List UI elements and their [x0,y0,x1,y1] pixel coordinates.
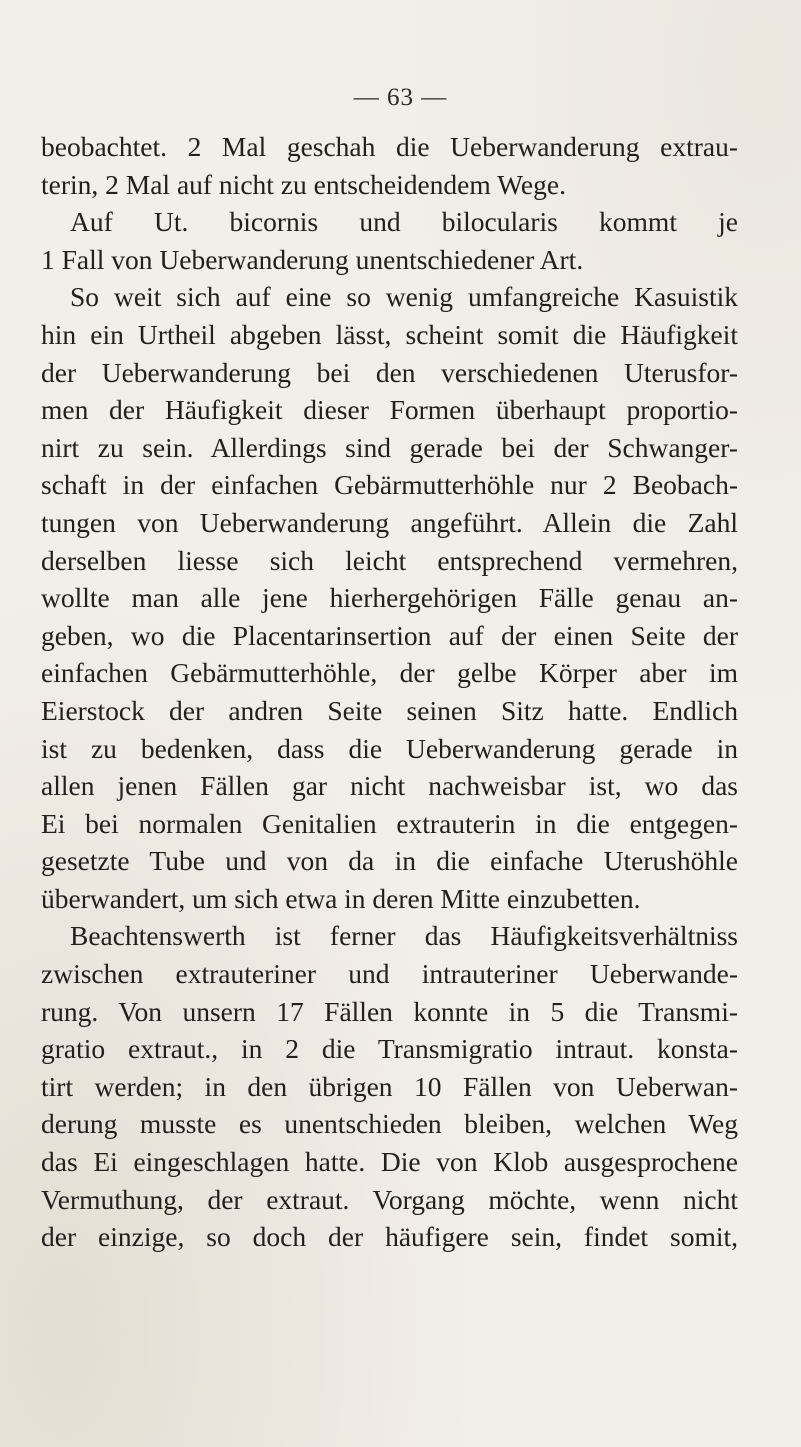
text-line: men der Häufigkeit dieser Formen überhaupt proportio- [41,394,738,426]
text-line: tungen von Ueberwanderung angeführt. Allein die Zahl [41,506,738,538]
text-line: einfachen Gebärmutterhöhle, der gelbe Körper aber im [41,657,738,689]
text-line: derung musste es unentschieden bleiben, welchen Weg [41,1108,738,1140]
text-line: hin ein Urtheil abgeben lässt, scheint somit die Häufigkeit [41,318,738,350]
text-line: gesetzte Tube und von da in die einfache Uterushöhle [41,845,738,877]
text-line: das Ei eingeschlagen hatte. Die von Klob ausgesprochene [41,1146,738,1178]
text-line: beobachtet. 2 Mal geschah die Ueberwanderung extrau- [41,131,738,162]
text-line: 1 Fall von Ueberwanderung unentschiedener Art. [41,243,584,275]
text-line: rung. Von unsern 17 Fällen konnte in 5 die Transmi- [41,995,738,1027]
text-line: geben, wo die Placentarinsertion auf der einen Seite der [41,619,738,651]
text-line: Vermuthung, der extraut. Vorgang möchte, wenn nicht [41,1183,738,1215]
text-line: überwandert, um sich etwa in deren Mitte einzubetten. [41,882,641,914]
text-line: wollte man alle jene hierhergehörigen Fälle genau an- [41,582,738,614]
text-line: Ei bei normalen Genitalien extrauterin in die entgegen- [41,807,738,839]
text-line: derselben liesse sich leicht entsprechend vermehren, [41,544,738,576]
text-line: terin, 2 Mal auf nicht zu entscheidendem Wege. [41,168,566,200]
text-line: Auf Ut. bicornis und bilocularis kommt je [70,206,738,238]
text-line: Eierstock der andren Seite seinen Sitz hatte. Endlich [41,694,738,726]
text-line: So weit sich auf eine so wenig umfangreiche Kasuistik [70,281,738,313]
text-line: der Ueberwanderung bei den verschiedenen Uterusfor- [41,356,738,388]
text-line: nirt zu sein. Allerdings sind gerade bei der Schwanger- [41,431,738,463]
text-line: zwischen extrauteriner und intrauteriner Ueberwande- [41,958,738,990]
text-line: Beachtenswerth ist ferner das Häufigkeitsverhältniss [70,920,738,952]
text-line: ist zu bedenken, dass die Ueberwanderung gerade in [41,732,738,764]
text-line: tirt werden; in den übrigen 10 Fällen von Ueberwan- [41,1070,738,1102]
page-number: — 63 — [353,84,448,111]
text-line: gratio extraut., in 2 die Transmigratio intraut. konsta- [41,1033,738,1065]
body-text [41,128,738,1256]
text-line: der einzige, so doch der häufigere sein, findet somit, [41,1221,738,1253]
text-line: allen jenen Fällen gar nicht nachweisbar ist, wo das [41,770,738,802]
text-line: schaft in der einfachen Gebärmutterhöhle nur 2 Beobach- [41,469,738,501]
